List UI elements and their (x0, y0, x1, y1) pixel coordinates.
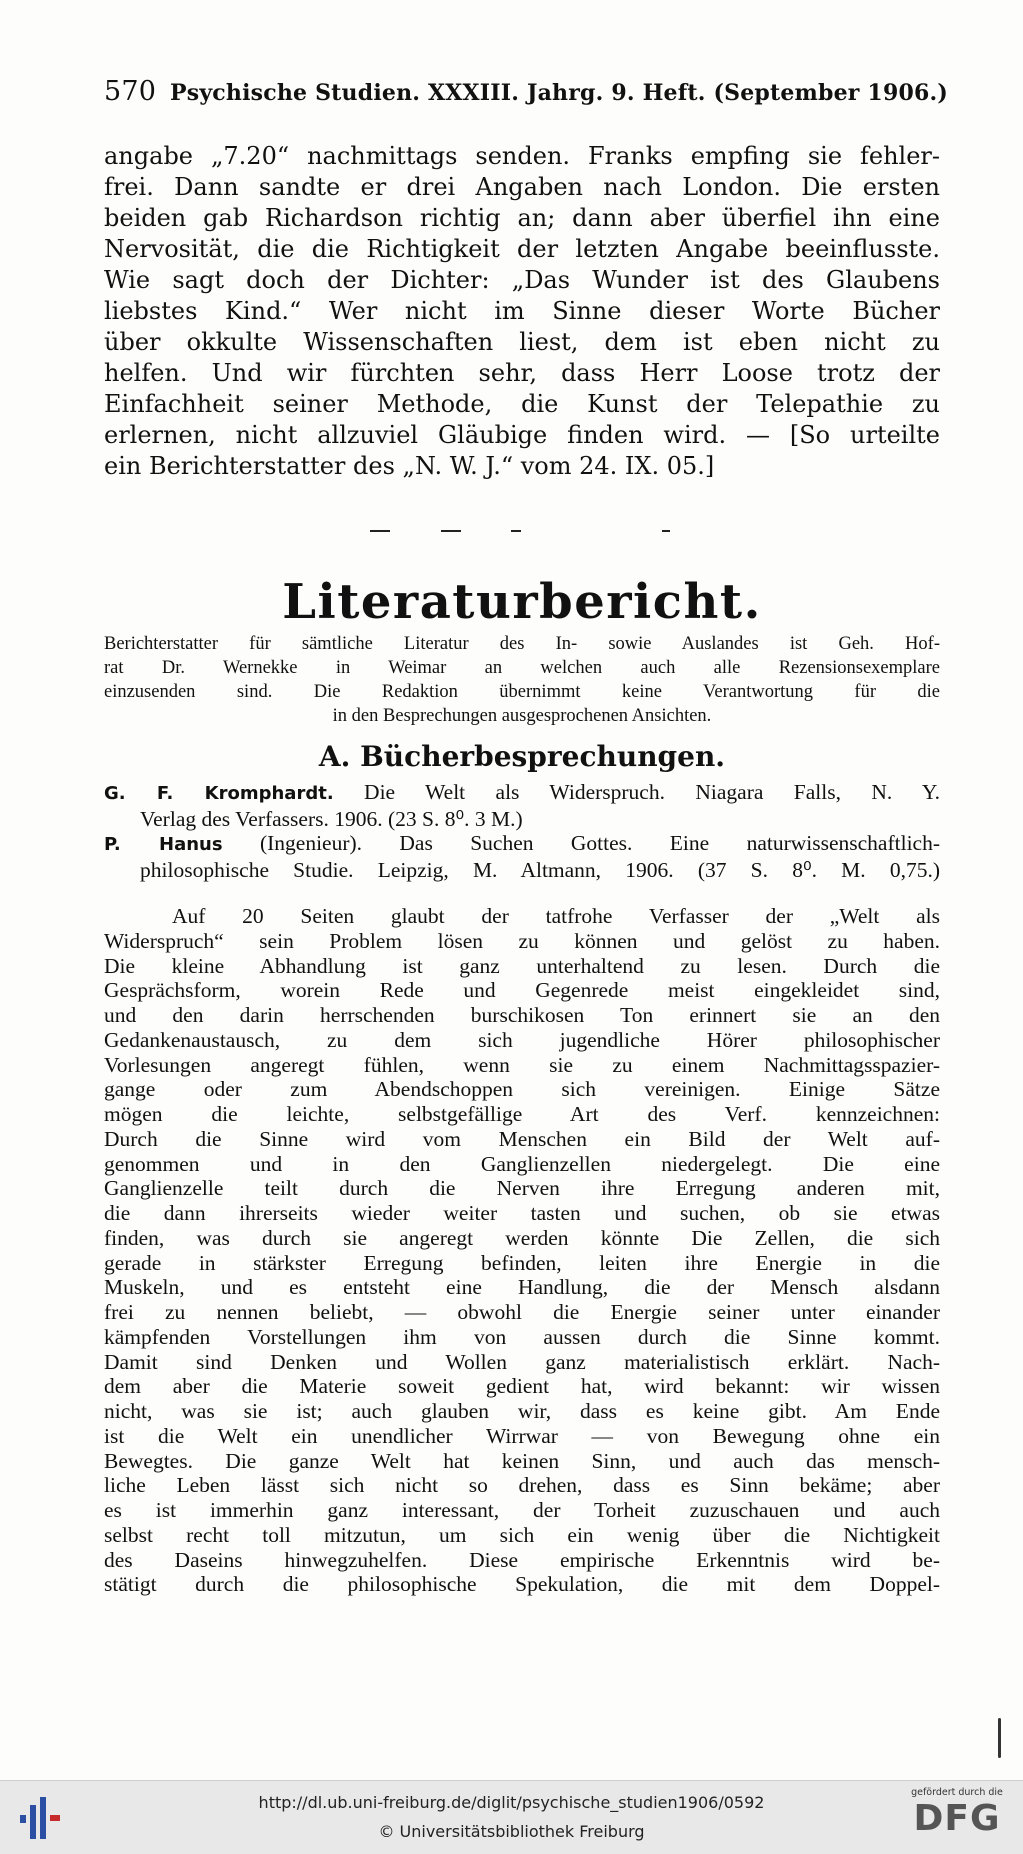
text-line: erlernen, nicht allzuviel Gläubige finden wird. — [So urteilte (104, 421, 940, 449)
text-line: Gesprächsform, worein Rede und Gegenrede meist eingekleidet sind, (104, 978, 940, 1003)
text-line: frei. Dann sandte er drei Angaben nach London. Die ersten (104, 173, 940, 201)
text-line: kämpfenden Vorstellungen ihm von aussen durch die Sinne kommt. (104, 1324, 940, 1349)
page-url-link[interactable]: http://dl.ub.uni-freiburg.de/diglit/psychische_studien1906/0592 (258, 1793, 765, 1812)
text-line: gerade in stärkster Erregung befinden, leiten ihre Energie in die (104, 1250, 940, 1275)
text-line: und den darin herrschenden burschikosen Ton erinnert sie an den (104, 1003, 940, 1027)
viewer-footer (0, 1780, 1023, 1854)
text-line: genommen und in den Ganglienzellen niedergelegt. Die eine (104, 1151, 940, 1176)
entry-title: Die Welt als Widerspruch. Niagara Falls, N. Y. (364, 780, 940, 804)
text-line: rat Dr. Wernekke in Weimar an welchen auch alle Rezensionsexemplare (104, 658, 940, 678)
text-line: Die kleine Abhandlung ist ganz unterhaltend zu lesen. Durch die (104, 953, 940, 978)
section-title: Literaturbericht. (282, 574, 762, 630)
text-line: Vorlesungen angeregt fühlen, wenn sie zu einem Nachmittagsspazier- (104, 1052, 940, 1077)
dfg-logo (905, 1787, 1009, 1839)
review-text (104, 904, 940, 1597)
copyright-notice: © Universitätsbibliothek Freiburg (378, 1822, 645, 1841)
text-line: gange oder zum Abendschoppen sich vereinigen. Einige Sätze (104, 1077, 940, 1102)
running-title: Psychische Studien. XXXIII. Jahrg. 9. Heft. (September 1906.) (170, 80, 948, 106)
scan-edge-mark (998, 1718, 1001, 1758)
text-line: einzusenden sind. Die Redaktion übernimmt keine Verantwortung für die (104, 682, 940, 702)
text-line: beiden gab Richardson richtig an; dann aber überfiel ihn eine (104, 204, 940, 232)
section-divider (370, 530, 670, 532)
text-line: Nervosität, die die Richtigkeit der letzten Angabe beeinflusste. (104, 235, 940, 263)
text-line: über okkulte Wissenschaften liest, dem ist eben nicht zu (104, 328, 940, 356)
text-line: des Daseins hinwegzuhelfen. Diese empirische Erkenntnis wird be- (104, 1547, 940, 1572)
entry-author: G. F. Kromphardt. (104, 783, 334, 804)
text-line: in den Besprechungen ausgesprochenen Ansichten. (332, 706, 712, 726)
dfg-caption: gefördert durch die (911, 1787, 1003, 1798)
text-line: es ist immerhin ganz interessant, der Torheit zuzuschauen und auch (104, 1498, 940, 1522)
subsection-title: A. Bücherbesprechungen. (318, 740, 726, 773)
text-line: liche Leben lässt sich nicht so drehen, dass es Sinn bekäme; aber (104, 1473, 940, 1498)
text-line: Gedankenaustausch, zu dem sich jugendliche Hörer philosophischer (104, 1027, 940, 1052)
text-line: mögen die leichte, selbstgefällige Art des Verf. kennzeichnen: (104, 1102, 940, 1126)
book-entries (104, 780, 940, 883)
text-line: selbst recht toll mitzutun, um sich ein wenig über die Nichtigkeit (104, 1522, 940, 1547)
text-line: ein Berichterstatter des „N. W. J.“ vom 24. IX. 05.] (104, 452, 715, 480)
text-line: Muskeln, und es entsteht eine Handlung, die der Mensch alsdann (104, 1275, 940, 1300)
book-entry (104, 831, 940, 858)
text-line: dem aber die Materie soweit gedient hat, wird bekannt: wir wissen (104, 1374, 940, 1399)
text-line: Wie sagt doch der Dichter: „Das Wunder ist des Glaubens (104, 266, 940, 294)
book-entry (104, 780, 940, 807)
text-line: nicht, was sie ist; auch glauben wir, dass es keine gibt. Am Ende (104, 1399, 940, 1423)
page-number: 570 (104, 76, 157, 107)
entry-imprint: philosophische Studie. Leipzig, M. Altmann, 1906. (37 S. 8⁰. M. 0,75.) (140, 858, 940, 883)
text-line: stätigt durch die philosophische Spekulation, die mit dem Doppel- (104, 1572, 940, 1597)
entry-imprint: Verlag des Verfassers. 1906. (23 S. 8⁰. 3 M.) (140, 806, 523, 831)
text-line: Auf 20 Seiten glaubt der tatfrohe Verfasser der „Welt als (172, 904, 940, 928)
intro-paragraph (104, 141, 940, 482)
text-line: Ganglienzelle teilt durch die Nerven ihre Erregung anderen mit, (104, 1176, 940, 1201)
text-line: Berichterstatter für sämtliche Literatur des In- sowie Auslandes ist Geh. Hof- (104, 634, 940, 654)
text-line: helfen. Und wir fürchten sehr, dass Herr Loose trotz der (104, 359, 940, 387)
entry-author: P. Hanus (104, 834, 223, 856)
text-line: Widerspruch“ sein Problem lösen zu können und gelöst zu haben. (104, 928, 940, 953)
text-line: Damit sind Denken und Wollen ganz materialistisch erklärt. Nach- (104, 1349, 940, 1374)
text-line: Einfachheit seiner Methode, die Kunst der Telepathie zu (104, 390, 940, 418)
text-line: die dann ihrerseits wieder weiter tasten und suchen, ob sie etwas (104, 1201, 940, 1225)
editor-note (104, 632, 940, 728)
text-line: ist die Welt ein unendlicher Wirrwar — von Bewegung ohne ein (104, 1423, 940, 1448)
text-line: finden, was durch sie angeregt werden könnte Die Zellen, die sich (104, 1225, 940, 1250)
running-head (104, 76, 948, 107)
text-line: frei zu nennen beliebt, — obwohl die Energie seiner unter einander (104, 1300, 940, 1324)
text-line: Bewegtes. Die ganze Welt hat keinen Sinn, und auch das mensch- (104, 1448, 940, 1473)
entry-title: (Ingenieur). Das Suchen Gottes. Eine naturwissenschaftlich- (259, 831, 941, 856)
text-line: Durch die Sinne wird vom Menschen ein Bild der Welt auf- (104, 1126, 940, 1151)
dfg-mark: DFG (913, 1798, 1001, 1839)
text-line: angabe „7.20“ nachmittags senden. Franks empfing sie fehler- (104, 142, 940, 170)
text-line: liebstes Kind.“ Wer nicht im Sinne dieser Worte Bücher (104, 297, 940, 325)
